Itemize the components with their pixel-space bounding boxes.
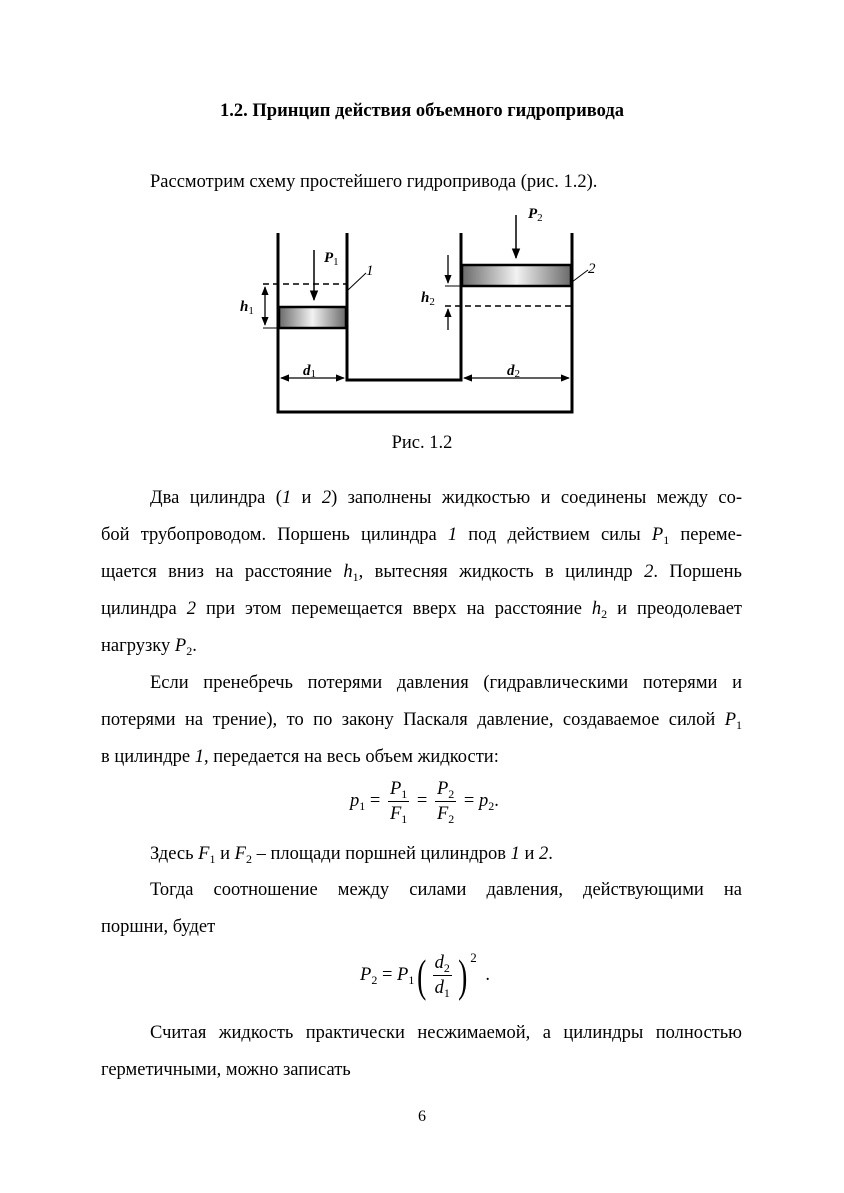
piston-2 [462,265,571,286]
label-p2: $P_2$ [528,206,543,224]
paragraph-5: Считая жидкость практически несжимаемой, а цилиндры полностью герметичными, можно записать [101,1023,742,1080]
paragraph-4: Тогда соотношение между силами давления, действующими на поршни, будет [101,880,742,937]
label-h1: $h_1$ [240,299,254,317]
label-h2: $h_2$ [421,290,435,308]
connecting-channel [347,233,461,380]
intro-paragraph: Рассмотрим схему простейшего гидропривода (рис. 1.2). [150,172,598,192]
paragraph-3: Здесь $F_1$ и $F_2$ – площади поршней цилиндров 1 и 2. [150,844,553,866]
label-d2: d2 [507,363,520,380]
section-title: 1.2. Принцип действия объемного гидропривода [220,101,624,121]
label-p1: $P_1$ [324,250,339,268]
figure-hydraulic-scheme [0,0,844,430]
paragraph-1: Два цилиндра (1 и 2) заполнены жидкостью и соединены между со- бой трубопроводом. Поршень цилиндра 1 под действием силы $P_1$ переме- щается вниз на расстояние $h_1$, вытесняя жидкость в цилиндр 2. Поршень цилиндра 2 при этом перемещается вверх на расстояние $h_2$ и преодолевает нагрузку $P_2$. [101,488,743,658]
page-number: 6 [418,1108,426,1125]
figure-caption: Рис. 1.2 [391,433,453,453]
piston-2-leader [572,270,588,282]
piston-1-leader [348,273,366,290]
piston-1 [279,307,346,328]
label-piston-2-num: 2 [588,261,596,277]
label-piston-1-num: 1 [366,263,374,279]
label-d1: d1 [303,363,316,380]
formula-force-ratio: $P_2 = P_1$( $\frac{d_2}{d_1}$ ) $^2$ . [360,949,490,1001]
formula-pressure-equality: $p_1$ = $\frac{P_1}{F_1}$ = $\frac{P_2}{F_2}$ = $p_2$. [350,779,499,826]
paragraph-2: Если пренебречь потерями давления (гидравлическими потерями и потерями на трение), то по закону Паскаля давление, создаваемое силой $P_1$ в цилиндре 1, передается на весь объем жидкости: [101,673,742,767]
